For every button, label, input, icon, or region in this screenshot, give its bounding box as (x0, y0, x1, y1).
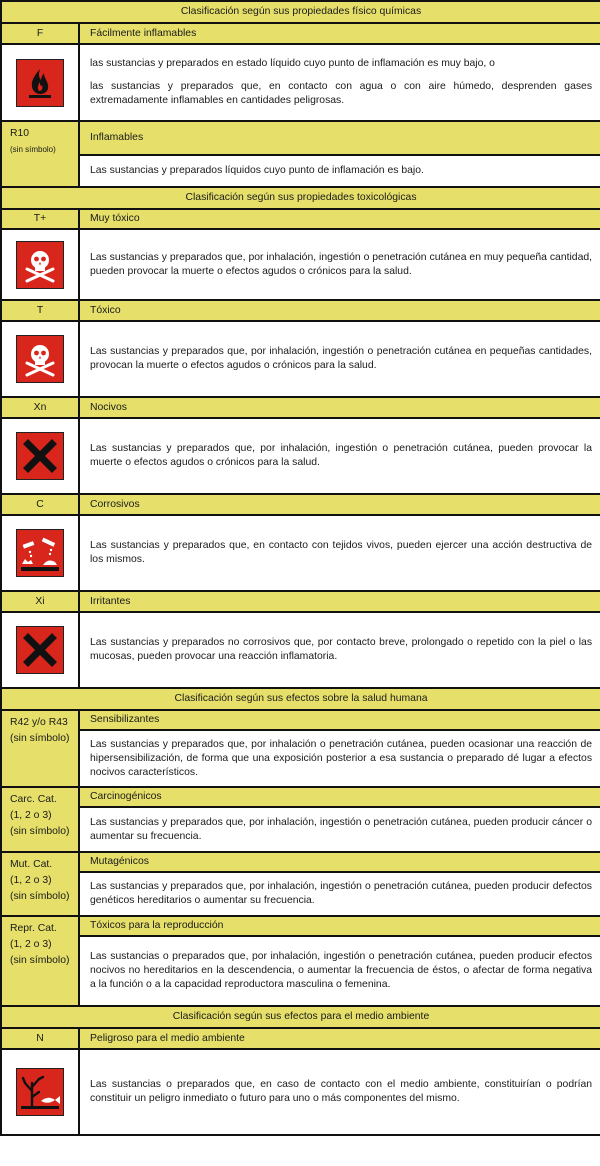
symbol-cell (1, 321, 79, 397)
skull-crossbones-icon (16, 335, 64, 383)
category-header-row (1, 852, 600, 872)
category-code: Carc. Cat. (10, 794, 57, 805)
category-header-row (1, 121, 600, 155)
symbol-cell (1, 229, 79, 300)
category-header-row (1, 23, 600, 44)
category-description: Las sustancias y preparados que, por inhalación, ingestión o penetración cutánea en muy pequeña cantidad, pueden provocar la muerte o efectos agudos o crónicos para la salud. (79, 229, 600, 300)
category-code: F (1, 23, 79, 44)
category-description: Las sustancias o preparados que, en caso de contacto con el medio ambiente, constituirían o podrían constituir un peligro inmediato o futuro para uno o más componentes del mismo. (79, 1049, 600, 1135)
category-code: R10 (10, 128, 30, 139)
category-body-row (1, 155, 600, 187)
symbol-cell (1, 418, 79, 494)
category-cats: (1, 2 o 3) (10, 939, 52, 950)
category-body-row (1, 936, 600, 1006)
section-header-fisico-quimicas (1, 1, 600, 23)
category-code: Repr. Cat. (10, 923, 57, 934)
category-label: Fácilmente inflamables (79, 23, 600, 44)
category-label: Tóxico (79, 300, 600, 321)
category-code-cell (1, 852, 79, 916)
category-description: Las sustancias y preparados que, por inhalación, ingestión o penetración cutánea en pequeñas cantidades, provocan la muerte o efectos agudos o crónicos para la salud. (79, 321, 600, 397)
symbol-cell (1, 515, 79, 591)
category-header-row (1, 397, 600, 418)
category-header-row (1, 710, 600, 730)
category-header-row (1, 209, 600, 229)
category-code-cell (1, 916, 79, 1006)
section-title: Clasificación según sus efectos para el medio ambiente (1, 1006, 600, 1028)
category-body-row (1, 229, 600, 300)
category-body-row (1, 515, 600, 591)
category-description (79, 44, 600, 121)
category-header-row (1, 591, 600, 612)
no-symbol-note: (sin símbolo) (10, 891, 70, 902)
category-description: Las sustancias y preparados líquidos cuyo punto de inflamación es bajo. (79, 155, 600, 187)
section-title: Clasificación según sus propiedades físico químicas (1, 1, 600, 23)
no-symbol-note: (sin símbolo) (10, 826, 70, 837)
x-cross-icon (16, 626, 64, 674)
no-symbol-note: (sin símbolo) (10, 145, 56, 154)
category-label: Peligroso para el medio ambiente (79, 1028, 600, 1049)
category-code-cell (1, 787, 79, 852)
category-header-row (1, 300, 600, 321)
section-header-salud-humana (1, 688, 600, 710)
x-cross-icon (16, 432, 64, 480)
category-header-row (1, 1028, 600, 1049)
category-body-row (1, 44, 600, 121)
category-label: Carcinogénicos (79, 787, 600, 807)
category-body-row (1, 872, 600, 916)
category-label: Sensibilizantes (79, 710, 600, 730)
no-symbol-note: (sin símbolo) (10, 733, 70, 744)
category-label: Mutagénicos (79, 852, 600, 872)
symbol-cell (1, 44, 79, 121)
category-label: Inflamables (79, 121, 600, 155)
category-body-row (1, 321, 600, 397)
skull-crossbones-icon (16, 241, 64, 289)
corrosive-icon (16, 529, 64, 577)
category-code: T+ (1, 209, 79, 229)
section-header-medio-ambiente (1, 1006, 600, 1028)
category-body-row (1, 1049, 600, 1135)
no-symbol-note: (sin símbolo) (10, 955, 70, 966)
category-header-row (1, 494, 600, 515)
category-code: Xn (1, 397, 79, 418)
symbol-cell (1, 1049, 79, 1135)
category-description: Las sustancias y preparados que, por inhalación, ingestión o penetración cutánea, pueden producir defectos genéticos hereditarios o aumentar su frecuencia. (79, 872, 600, 916)
category-label: Corrosivos (79, 494, 600, 515)
section-title: Clasificación según sus efectos sobre la salud humana (1, 688, 600, 710)
category-cats: (1, 2 o 3) (10, 875, 52, 886)
category-label: Tóxicos para la reproducción (79, 916, 600, 936)
category-header-row (1, 787, 600, 807)
category-code-cell (1, 710, 79, 787)
category-description: Las sustancias y preparados que, por inhalación o penetración cutánea, pueden ocasionar una reacción de hipersensibilización, de forma que una exposición posterior a esa sustancia o preparado dé lugar a efectos nocivos característicos. (79, 730, 600, 787)
category-code: Xi (1, 591, 79, 612)
dead-tree-fish-icon (16, 1068, 64, 1116)
category-description: Las sustancias y preparados que, por inhalación, ingestión o penetración cutánea, pueden producir cáncer o aumentar su frecuencia. (79, 807, 600, 852)
category-description: Las sustancias y preparados que, en contacto con tejidos vivos, pueden ejercer una acción destructiva de los mismos. (79, 515, 600, 591)
category-body-row (1, 418, 600, 494)
category-body-row (1, 730, 600, 787)
category-header-row (1, 916, 600, 936)
description-paragraph: las sustancias y preparados que, en contacto con agua o con aire húmedo, desprenden gases extremadamente inflamables en cantidades peligrosas. (90, 81, 593, 106)
category-label: Irritantes (79, 591, 600, 612)
category-label: Nocivos (79, 397, 600, 418)
category-code: C (1, 494, 79, 515)
section-header-toxicologicas (1, 187, 600, 209)
category-description: Las sustancias y preparados no corrosivos que, por contacto breve, prolongado o repetido con la piel o las mucosas, pueden provocar una reacción inflamatoria. (79, 612, 600, 688)
description-paragraph: las sustancias y preparados en estado líquido cuyo punto de inflamación es muy bajo, o (90, 58, 495, 69)
category-code: R42 y/o R43 (10, 717, 68, 728)
category-code: Mut. Cat. (10, 859, 53, 870)
category-label: Muy tóxico (79, 209, 600, 229)
symbol-cell (1, 612, 79, 688)
category-body-row (1, 807, 600, 852)
flame-icon (16, 59, 64, 107)
category-description: Las sustancias y preparados que, por inhalación, ingestión o penetración cutánea, pueden provocar la muerte o efectos agudos o crónicos para la salud. (79, 418, 600, 494)
category-body-row (1, 612, 600, 688)
category-description: Las sustancias o preparados que, por inhalación, ingestión o penetración cutánea, pueden producir efectos nocivos no hereditarios en la descendencia, o aumentar la frecuencia de éstos, o afectar de forma negativa a la función o a la capacidad reproductora masculina o femenina. (79, 936, 600, 1006)
category-code: T (1, 300, 79, 321)
section-title: Clasificación según sus propiedades toxicológicas (1, 187, 600, 209)
category-code-cell (1, 121, 79, 187)
category-code: N (1, 1028, 79, 1049)
category-cats: (1, 2 o 3) (10, 810, 52, 821)
